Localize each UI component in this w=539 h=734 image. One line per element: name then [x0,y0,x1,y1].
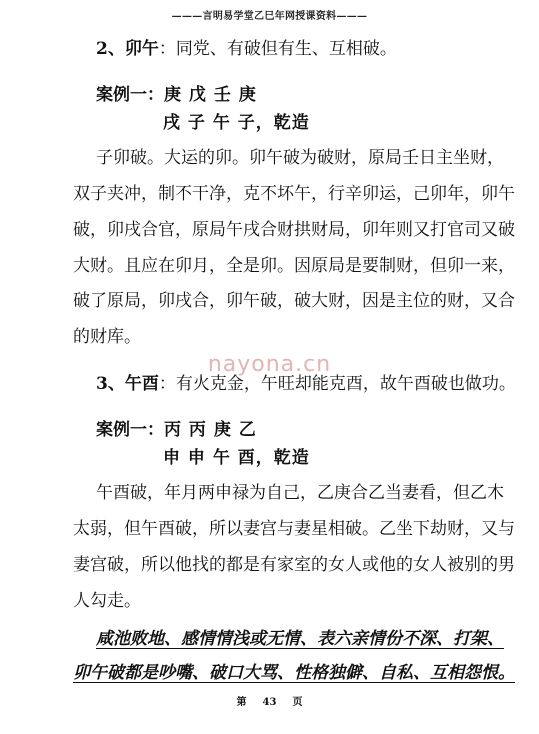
page-footer [0,693,539,708]
section-2-para-line: 子卯破。大运的卯。卯午破为破财，原局壬日主坐财， [96,148,504,168]
section-3-heading [96,372,516,396]
section-2-pillars-top: 庚 戊 壬 庚 [164,85,257,105]
section-3-pillars-top: 丙 丙 庚 乙 [164,420,257,440]
section-2-case-label: 案例一： [96,85,164,105]
section-2-para-line: 破了原局，卯戌合，卯午破，破大财，因是主位的财，又合 [73,291,515,311]
section-3-para-line: 太弱，但午酉破，所以妻宫与妻星相破。乙坐下劫财，又与 [73,519,515,539]
section-2-para-line: 双子夹冲，制不干净，克不坏午，行辛卯运，己卯年，卯午 [73,184,515,204]
section-2-heading-rest: ：同党、有破但有生、互相破。 [158,39,397,59]
page-number: 43 [262,697,277,708]
section-3-para-line: 午酉破，年月两申禄为自己，乙庚合乙当妻看，但乙木 [96,483,504,503]
section-2-pillars-bottom: 戌 子 午 子，乾造 [163,113,310,133]
page-header: ———言明易学堂乙巳年网授课资料——— [171,11,368,22]
section-2-para-line: 的财库。 [73,327,141,347]
section-2-para-line: 破，卯戌合官，原局午戌合财拱财局，卯年则又打官司又破 [73,220,515,240]
section-2-heading [96,37,397,61]
watermark: nayona.cn [207,352,332,377]
summary-line: 咸池败地、感情情浅或无情、表六亲情份不深、打架、 [96,629,504,649]
section-2-heading-bold: 2、卯午 [96,39,159,59]
section-3-heading-rest: ：有火克金，午旺却能克酉，故午酉破也做功。 [158,374,516,394]
page-number-suffix: 页 [292,697,303,708]
section-3-pillars-bottom: 申 申 午 酉，乾造 [163,448,310,468]
section-3-case [96,418,257,442]
section-3-para-line: 人勾走。 [73,591,141,611]
section-2-para-line: 大财。且应在卯月，全是卯。因原局是要制财，但卯一来， [73,256,515,276]
section-3-case-label: 案例一： [96,420,164,440]
section-3-para-line: 妻宫破，所以他找的都是有家室的女人或他的女人被别的男 [73,555,515,575]
section-3-heading-bold: 3、午酉 [96,374,159,394]
summary-line: 卯午破都是吵嘴、破口大骂、性格独僻、自私、互相怨恨。 [73,663,515,683]
section-2-case [96,83,257,107]
page-number-prefix: 第 [236,697,247,708]
